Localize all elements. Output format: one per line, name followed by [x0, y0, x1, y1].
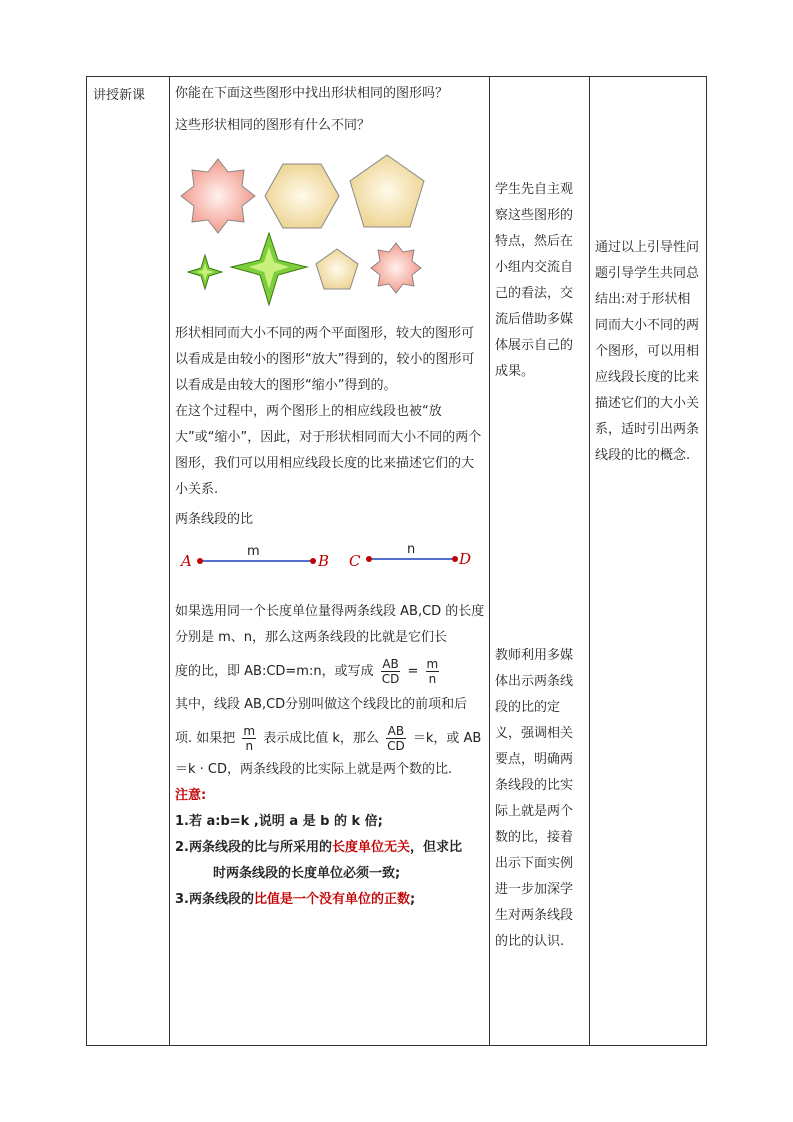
definition-line-5: ＝k · CD，两条线段的比实际上就是两个数的比.: [175, 762, 453, 777]
definition-line-3: 其中，线段 AB,CD分别叫做这个线段比的前项和后: [175, 697, 468, 712]
question-1: 你能在下面这些图形中找出形状相同的图形吗？: [175, 86, 449, 101]
endpoint-d: [452, 556, 458, 562]
point-label-a: A: [181, 552, 192, 570]
segment-label-m: m: [247, 544, 260, 559]
question-2: 这些形状相同的图形有什么不同？: [175, 118, 371, 133]
note-2: 2.两条线段的比与所采用的长度单位无关，但求比: [175, 840, 463, 855]
star-green-large-inner: [249, 247, 289, 289]
paragraph-segments: 在这个过程中，两个图形上的相应线段也被“放大”或“缩小”，因此，对于形状相同而大小不同的两个图形，我们可以用相应线段长度的比来描述它们的大小关系.: [175, 404, 482, 497]
column-divider: [489, 77, 490, 1045]
segments-figure: [175, 533, 485, 583]
note-1: 1.若 a:b=k ,说明 a 是 b 的 k 倍;: [175, 814, 383, 829]
teacher-activity-2: 教师利用多媒体出示两条线段的比的定义，强调相关要点，明确两条线段的比实际上就是两个数的比，接着出示下面实例进一步加深学生对两条线段的比的认识.: [495, 648, 574, 949]
star-octagram-small: [371, 243, 421, 293]
endpoint-c: [366, 556, 372, 562]
section-label: 讲授新课: [93, 88, 146, 103]
point-label-b: B: [318, 552, 330, 570]
pentagon-large: [350, 155, 424, 227]
student-activity-1: 学生先自主观察这些图形的特点，然后在小组内交流自己的看法，交流后借助多媒体展示自己的成果。: [495, 182, 574, 379]
endpoint-a: [197, 558, 203, 564]
endpoint-b: [310, 558, 316, 564]
fraction-ab-cd-2: $\frac{AB}{CD}$: [387, 724, 405, 753]
pentagon-small: [316, 249, 358, 289]
hexagon-shape: [265, 164, 339, 228]
segment-label-n: n: [407, 542, 416, 557]
main-content: [175, 81, 485, 913]
note-title: 注意:: [175, 788, 207, 803]
fraction-ab-cd: $\frac{AB}{CD}$: [381, 657, 400, 686]
fraction-m-n-2: $\frac{m}{n}$: [243, 724, 256, 753]
heading-segment-ratio: 两条线段的比: [175, 512, 254, 527]
column-divider: [589, 77, 590, 1045]
paragraph-scale: 形状相同而大小不同的两个平面图形，较大的图形可以看成是由较小的图形“放大”得到的，较小的图形可以看成是由较大的图形“缩小”得到的。: [175, 326, 475, 393]
star-octagram-large: [181, 159, 255, 233]
star-green-small-inner: [196, 263, 214, 281]
definition-line-4: 项. 如果把 $\frac{m}{n}$ 表示成比值 k，那么 $\frac{AB}{CD}$ ＝k，或 AB: [175, 724, 482, 753]
point-label-d: D: [459, 550, 472, 568]
note-2-continued: 时两条线段的长度单位必须一致;: [213, 866, 401, 881]
design-intent: 通过以上引导性问题引导学生共同总结出:对于形状相同而大小不同的两个图形，可以用相应线段长度的比来描述它们的大小关系，适时引出两条线段的比的概念.: [595, 240, 700, 463]
point-label-c: C: [349, 552, 361, 570]
note-3: 3.两条线段的比值是一个没有单位的正数;: [175, 892, 416, 907]
lesson-table: [86, 76, 707, 1046]
definition-line-1: 如果选用同一个长度单位量得两条线段 AB,CD 的长度分别是 m、n，那么这两条线段的比就是它们长: [175, 604, 485, 645]
column-divider: [169, 77, 170, 1045]
fraction-m-n: $\frac{m}{n}$: [426, 657, 439, 686]
shapes-figure: [175, 139, 485, 319]
definition-line-2: 度的比，即 AB:CD=m:n，或写成 $\frac{AB}{CD}$ = $\frac{m}{n}$: [175, 657, 439, 686]
